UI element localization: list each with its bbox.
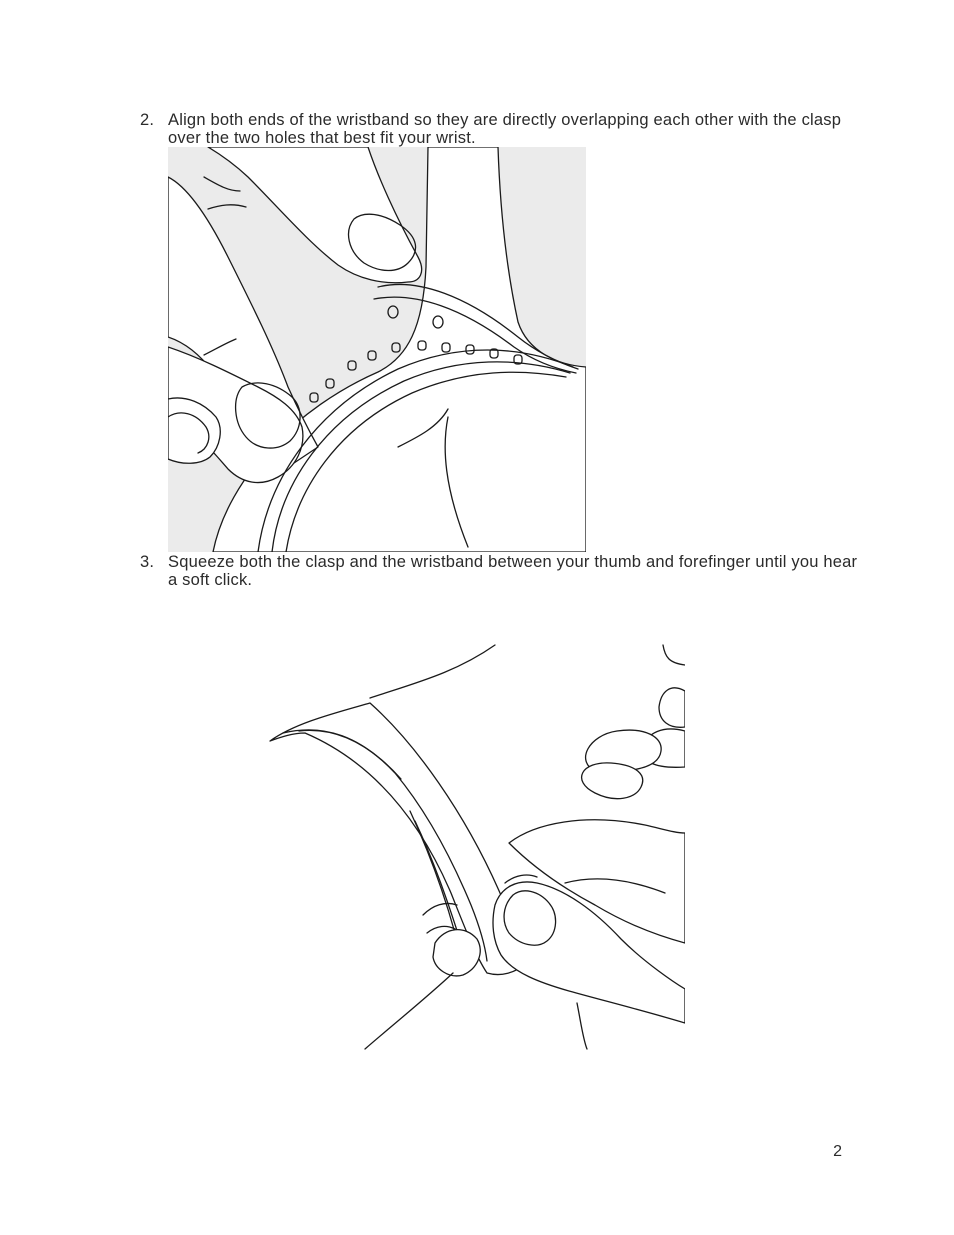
step-3-number: 3.: [140, 553, 155, 571]
step-3-text: Squeeze both the clasp and the wristband between your thumb and forefinger until you hear a soft click.: [168, 553, 858, 589]
squeeze-clasp-illustration: [265, 643, 685, 1051]
step-2-text: Align both ends of the wristband so they are directly overlapping each other with the clasp over the two holes that best fit your wrist.: [168, 111, 842, 147]
step-2-number: 2.: [140, 111, 155, 129]
align-wristband-illustration: [168, 147, 586, 552]
page-number: 2: [833, 1143, 842, 1160]
